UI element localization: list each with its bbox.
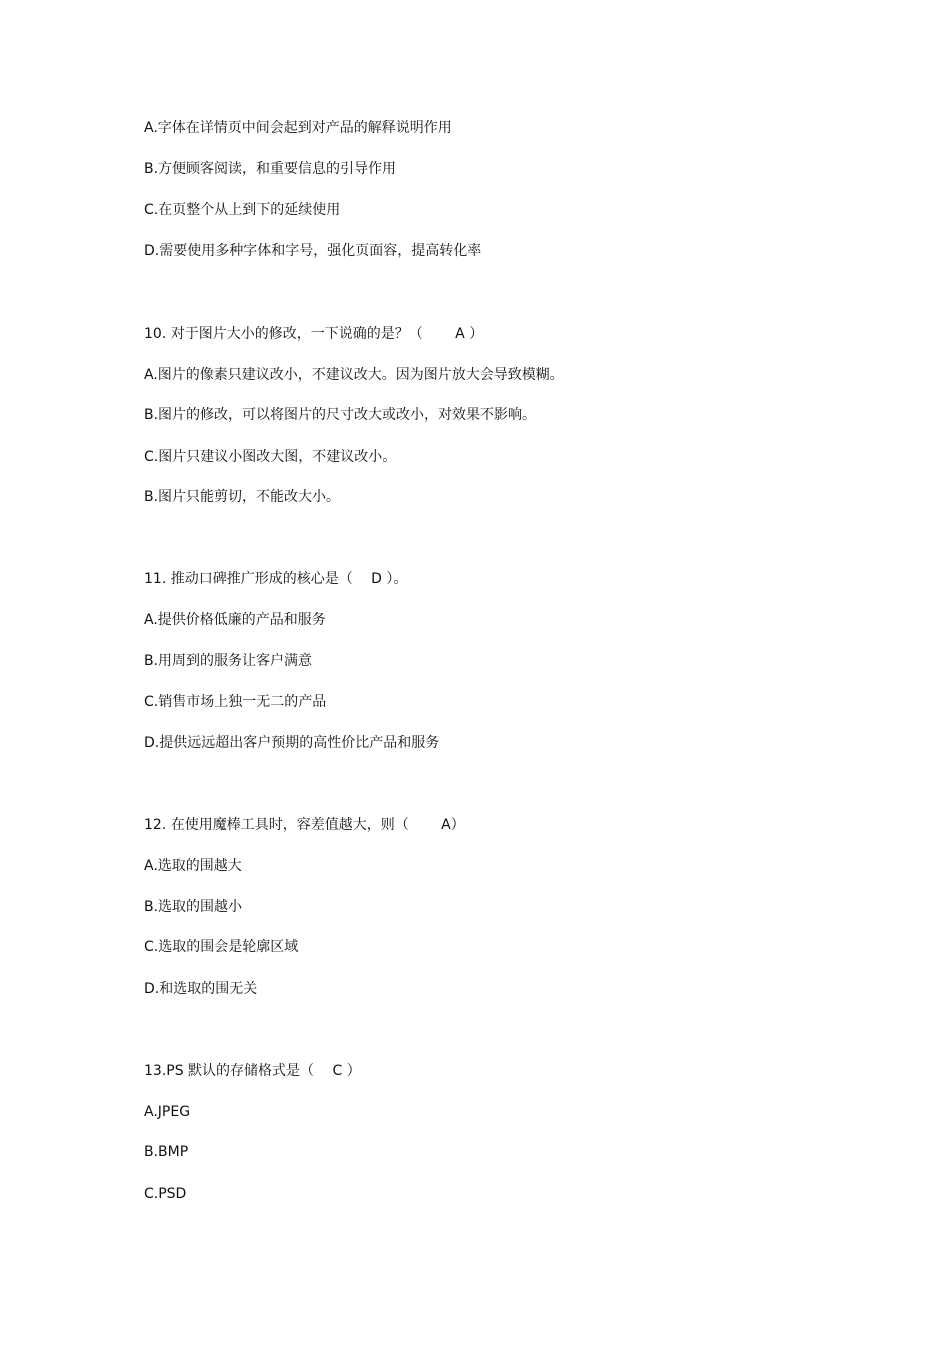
option-line: A.提供价格低廉的产品和服务: [144, 612, 326, 628]
option-line: C.在页整个从上到下的延续使用: [144, 202, 341, 218]
option-line: D.需要使用多种字体和字号，强化页面容，提高转化率: [144, 243, 482, 259]
option-line: A.选取的围越大: [144, 858, 242, 874]
option-line: D.和选取的围无关: [144, 981, 258, 997]
option-line: D.提供远远超出客户预期的高性价比产品和服务: [144, 735, 440, 751]
option-line: C.销售市场上独一无二的产品: [144, 694, 327, 710]
question-title: 11. 推动口碑推广形成的核心是（ D ）。: [144, 571, 408, 587]
option-line: A.字体在详情页中间会起到对产品的解释说明作用: [144, 120, 452, 136]
option-line: B.BMP: [144, 1144, 189, 1160]
option-line: B.选取的围越小: [144, 899, 243, 915]
option-line: C.选取的围会是轮廓区域: [144, 939, 299, 955]
option-line: B.图片的修改，可以将图片的尺寸改大或改小，对效果不影响。: [144, 407, 537, 423]
option-line: A.图片的像素只建议改小，不建议改大。因为图片放大会导致模糊。: [144, 367, 564, 383]
option-line: A.JPEG: [144, 1104, 191, 1120]
option-line: B.用周到的服务让客户满意: [144, 653, 313, 669]
option-line: B.图片只能剪切，不能改大小。: [144, 489, 341, 505]
question-title: 10. 对于图片大小的修改，一下说确的是？（ A ）: [144, 326, 484, 342]
question-title: 13.PS 默认的存储格式是（ C ）: [144, 1063, 361, 1079]
option-line: C.PSD: [144, 1186, 187, 1202]
question-title: 12. 在使用魔棒工具时，容差值越大，则（ A）: [144, 817, 465, 833]
option-line: C.图片只建议小图改大图，不建议改小。: [144, 449, 397, 465]
option-line: B.方便顾客阅读，和重要信息的引导作用: [144, 161, 397, 177]
